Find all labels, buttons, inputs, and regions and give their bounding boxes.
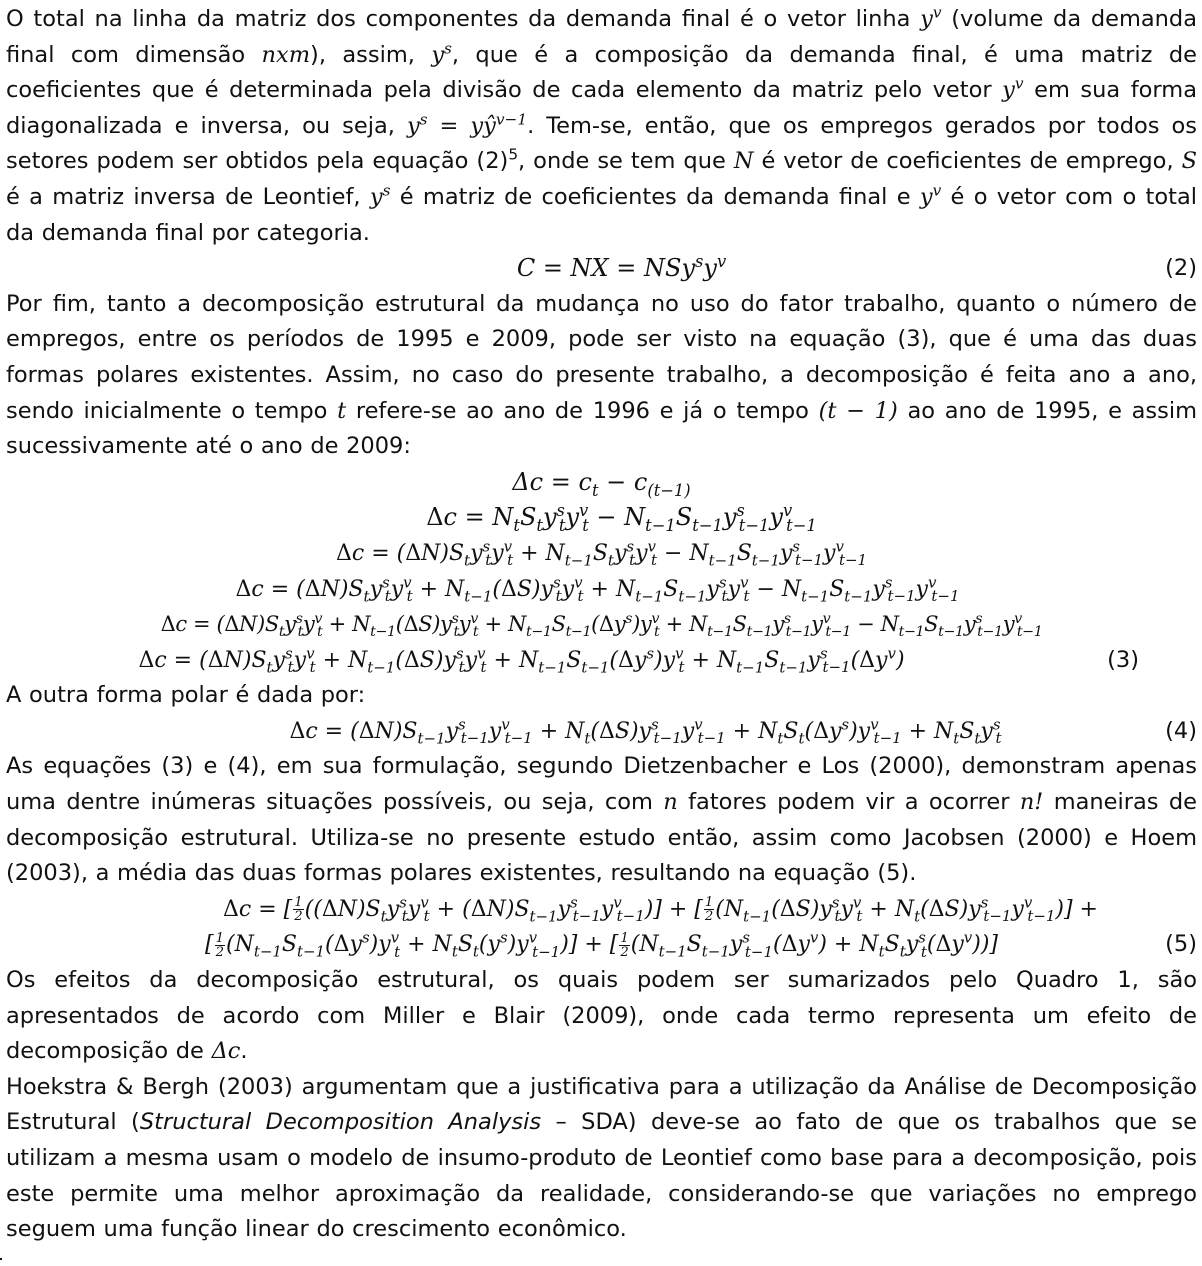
equation-number-4: (4)	[1165, 717, 1197, 744]
math-ys-2: $y^s$	[369, 181, 391, 210]
equation-3-line-3: $\Delta c = (\Delta N)S_ty^s_ty^v_t + N_{t-1}S_ty^s_ty^v_t - N_{t-1}S_{t-1}y^s_{t-1}y^v_{t-1}$	[336, 537, 867, 570]
math-ys-def: $y^s$ = $yŷ^{v-1}$	[406, 110, 528, 139]
math-delta-c: Δc	[211, 1038, 241, 1065]
math-ys: $y^s$	[431, 39, 452, 68]
math-yv-2: $y^v$	[1002, 74, 1024, 104]
math-S: S	[1181, 148, 1197, 175]
math-nxm: nxm	[261, 41, 311, 68]
paragraph-1: O total na linha da matriz dos componentes da demanda final é o vetor linha $y^v$ (volume da demanda final com dimensão nxm), assim, $y^s$, que é a composição da demanda final, é uma matriz de coeficientes que é determinada pela divisão de cada elemento da matriz pelo vetor $y^v$ em sua forma diagonalizada e inversa, ou seja, $y^s$ = $yŷ^{v-1}$. Tem-se, então, que os empregos gerados por todos os setores podem ser obtidos pela equação $(2)^5$, onde se tem que N é vetor de coeficientes de emprego, S é a matriz inversa de Leontief, $y^s$ é matriz de coeficientes da demanda final e $y^v$ é o vetor com o total da demanda final por categoria.	[6, 3, 1197, 246]
math-yv: $y^v$	[920, 3, 942, 32]
equation-3-line-1: $\Delta c = c_t - c_{(t-1)}$	[512, 467, 691, 500]
paragraph-2: Por fim, tanto a decomposição estrutural da mudança no uso do fator trabalho, quanto o número de empregos, entre os períodos de 1995 e 2009, pode ser visto na equação (3), que é uma das duas formas polares existentes. Assim, no caso do presente trabalho, a decomposição é feita ano a ano, sendo inicialmente o tempo t refere-se ao ano de 1996 e já o tempo (t − 1) ao ano de 1995, e assim sucessivamente até o ano de 2009:	[6, 290, 1198, 460]
equation-4: $\Delta c = (\Delta N)S_{t-1}y^s_{t-1}y^v_{t-1} + N_t(\Delta S)y^s_{t-1}y^v_{t-1} + N_tS_t(\Delta y^s)y^v_{t-1} + N_tS_ty^s_t$ (4)	[6, 714, 1197, 750]
paragraph-4: As equações (3) e (4), em sua formulação, segundo Dietzenbacher e Los (2000), demonstram apenas uma dentre inúmeras situações possíveis, ou seja, com n fatores podem vir a ocorrer n! maneiras de decomposição estrutural. Utiliza-se no presente estudo então, assim como Jacobsen (2000) e Hoem (2003), a média das duas formas polares existentes, resultando na equação (5).	[6, 753, 1198, 887]
equation-3-line-5: $\Delta c = (\Delta N)S_ty^s_ty^v_t + N_{t-1}(\Delta S)y^s_ty^v_t + N_{t-1}S_{t-1}(\Delta y^s)y^v_t + N_{t-1}S_{t-1}y^s_{t-1}y^v_{t-1} - N_{t-1}S_{t-1}y^s_{t-1}y^v_{t-1}$	[160, 611, 1043, 641]
equation-number-5: (5)	[1165, 931, 1197, 958]
math-N: N	[733, 148, 754, 175]
equation-3-line-6: $\Delta c = (\Delta N)S_ty^s_ty^v_t + N_{t-1}(\Delta S)y^s_ty^v_t + N_{t-1}S_{t-1}(\Delta y^s)y^v_t + N_{t-1}S_{t-1}y^s_{t-1}(\Delta y^v)$ (3)	[6, 643, 1197, 679]
equation-2: C = NX = $NSy^sy^v$ (2)	[6, 251, 1197, 287]
page-margin-mark	[0, 1258, 2, 1260]
paragraph-5: Os efeitos da decomposição estrutural, os quais podem ser sumarizados pelo Quadro 1, são apresentados de acordo com Miller e Blair (2009), onde cada termo representa um efeito de decomposição de Δc.	[6, 967, 1197, 1065]
sda-english-term: Structural Decomposition Analysis	[139, 1109, 542, 1136]
equation-5-line-2: [ $\frac{1}{2}$ $(N_{t-1}S_{t-1}(\Delta y^s)y^v_t + N_tS_t(y^s)y^v_{t-1})$] + [ $\frac{1}{2}$ $(N_{t-1}S_{t-1}y^s_{t-1}(\Delta y^v) + N_tS_ty^s_t(\Delta y^v))$] (5)	[6, 927, 1197, 963]
equation-5-line-1: Δc = [ $\frac{1}{2}$ $((\Delta N)S_ty^s_ty^v_t + (\Delta N)S_{t-1}y^s_{t-1}y^v_{t-1})$] + [ $\frac{1}{2}$ $(N_{t-1}(\Delta S)y^s_ty^v_t + N_t(\Delta S)y^s_{t-1}y^v_{t-1})$] +	[223, 893, 1098, 926]
footnote-marker: 5	[508, 145, 519, 164]
equation-number-3: (3)	[1107, 646, 1139, 673]
math-t: t	[337, 397, 347, 424]
math-yv-3: $y^v$	[919, 181, 942, 210]
equation-3-line-4: $\Delta c = (\Delta N)S_ty^s_ty^v_t + N_{t-1}(\Delta S)y^s_ty^v_t + N_{t-1}S_{t-1}y^s_ty^v_t - N_{t-1}S_{t-1}y^s_{t-1}y^v_{t-1}$	[235, 573, 960, 605]
math-n-factorial: n!	[1019, 789, 1044, 816]
paragraph-6: Hoekstra & Bergh (2003) argumentam que a justificativa para a utilização da Análise de Decomposição Estrutural (Structural Decomposition Analysis – SDA) deve-se ao fato de que os trabalhos que se utilizam a mesma usam o modelo de insumo-produto de Leontief como base para a decomposição, pois este permite uma melhor aproximação da realidade, considerando-se que variações no emprego seguem uma função linear do crescimento econômico.	[6, 1073, 1197, 1243]
paragraph-3: A outra forma polar é dada por:	[6, 682, 366, 709]
math-n: n	[663, 789, 678, 816]
equation-number-2: (2)	[1165, 255, 1197, 282]
equation-3-line-2: $\Delta c = N_tS_ty^s_ty^v_t - N_{t-1}S_{t-1}y^s_{t-1}y^v_{t-1}$	[426, 501, 817, 536]
math-t-minus-1: (t − 1)	[818, 397, 898, 424]
document-page	[6, 2, 1197, 1248]
